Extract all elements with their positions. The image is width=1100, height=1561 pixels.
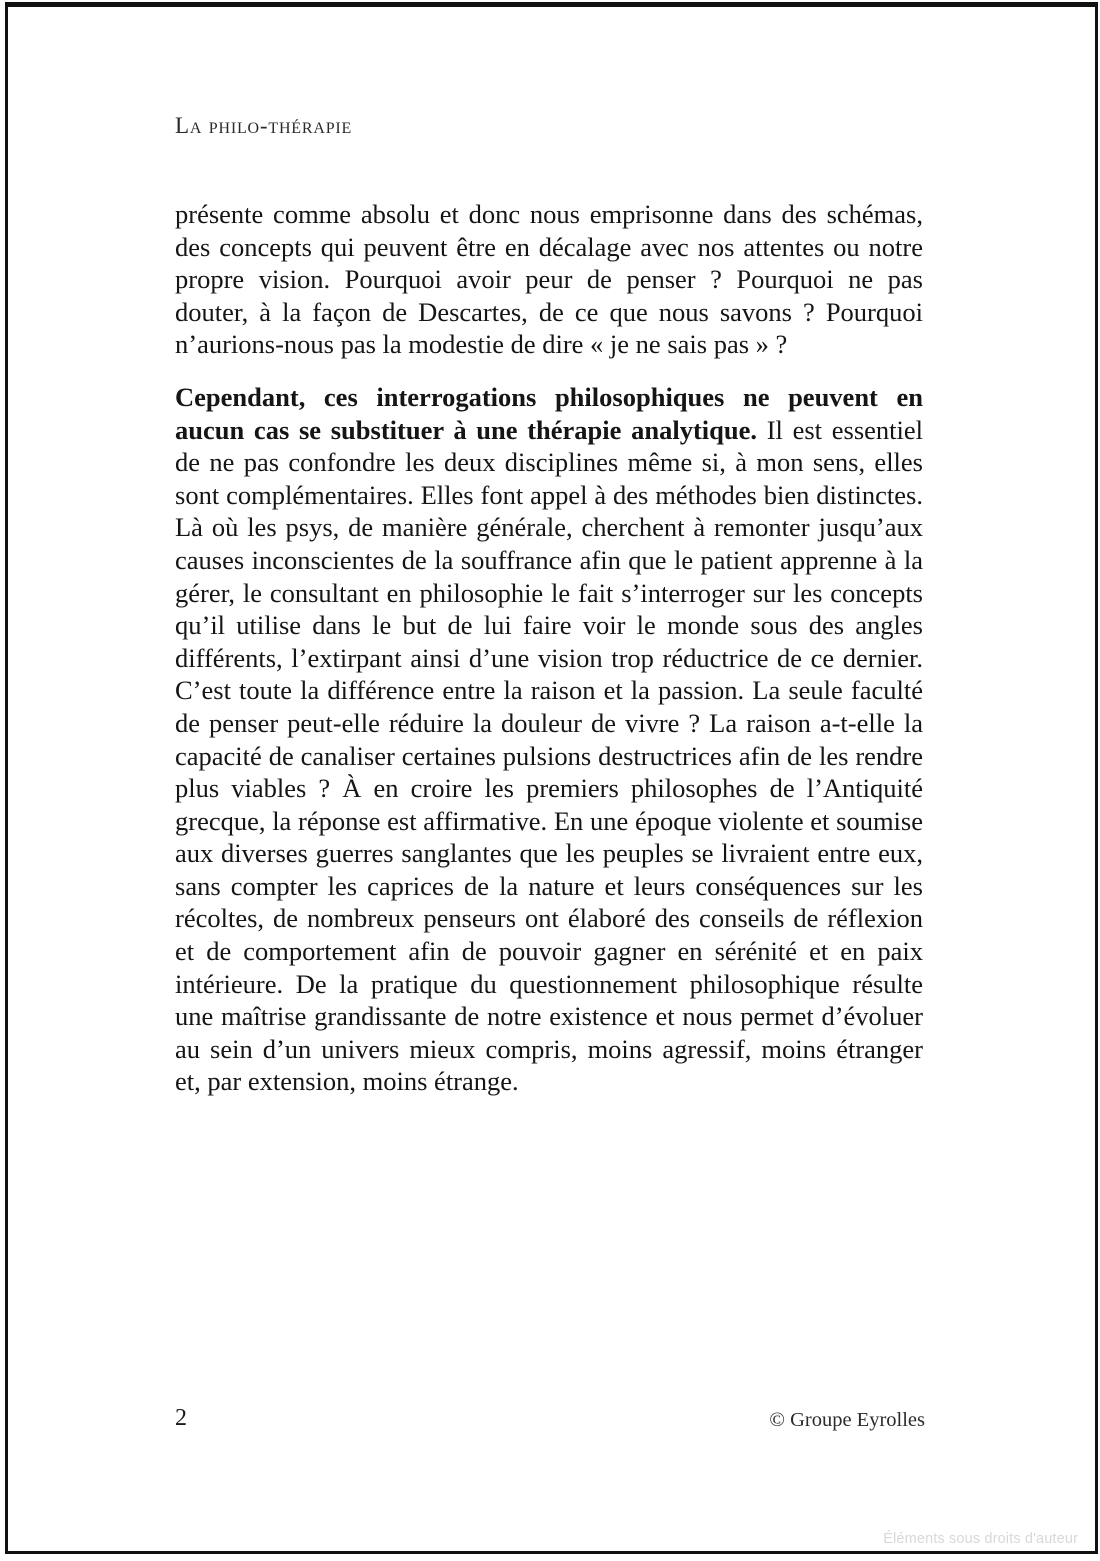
- paragraph-2-lead-bold: Cependant, ces interrogations philosophiques ne peuvent en aucun cas se substituer à une thérapie analytique.: [175, 381, 923, 445]
- paragraph-2: [175, 381, 923, 1098]
- paragraph-1: [175, 198, 923, 361]
- page-footer: [175, 1405, 925, 1439]
- scan-watermark: Éléments sous droits d'auteur: [883, 1531, 1078, 1547]
- page-content: [175, 0, 923, 1561]
- paragraph-2-text: Il est essentiel de ne pas confondre les deux disciplines même si, à mon sens, elles sont complémentaires. Elles font appel à des méthodes bien distinctes. Là où les psys, de manière générale, cherchent à remonter jusqu’aux causes inconscientes de la souffrance afin que le patient apprenne à la gérer, le consultant en philosophie le fait s’interroger sur les concepts qu’il utilise dans le but de lui faire voir le monde sous des angles différents, l’extirpant ainsi d’une vision trop réductrice de ce dernier. C’est toute la différence entre la raison et la passion. La seule faculté de penser peut-elle réduire la douleur de vivre ? La raison a-t-elle la capacité de canaliser certaines pulsions destructrices afin de les rendre plus viables ? À en croire les premiers philosophes de l’Antiquité grecque, la réponse est affirmative. En une époque violente et soumise aux diverses guerres sanglantes que les peuples se livraient entre eux, sans compter les caprices de la nature et leurs conséquences sur les récoltes, de nombreux penseurs ont élaboré des conseils de réflexion et de comportement afin de pouvoir gagner en sérénité et en paix intérieure. De la pratique du questionnement philosophique résulte une maîtrise grandissante de notre existence et nous permet d’évoluer au sein d’un univers mieux compris, moins agressif, moins étranger et, par extension, moins étrange.: [175, 414, 923, 1097]
- copyright-notice: © Groupe Eyrolles: [769, 1409, 925, 1431]
- page-number: 2: [175, 1405, 187, 1431]
- running-head: La philo-thérapie: [175, 113, 353, 138]
- body-text-block: [175, 198, 923, 1098]
- paragraph-1-text: présente comme absolu et donc nous emprisonne dans des schémas, des concepts qui peuvent être en décalage avec nos attentes ou notre propre vision. Pourquoi avoir peur de penser ? Pourquoi ne pas douter, à la façon de Descartes, de ce que nous savons ? Pourquoi n’aurions-nous pas la modestie de dire « je ne sais pas » ?: [175, 199, 923, 360]
